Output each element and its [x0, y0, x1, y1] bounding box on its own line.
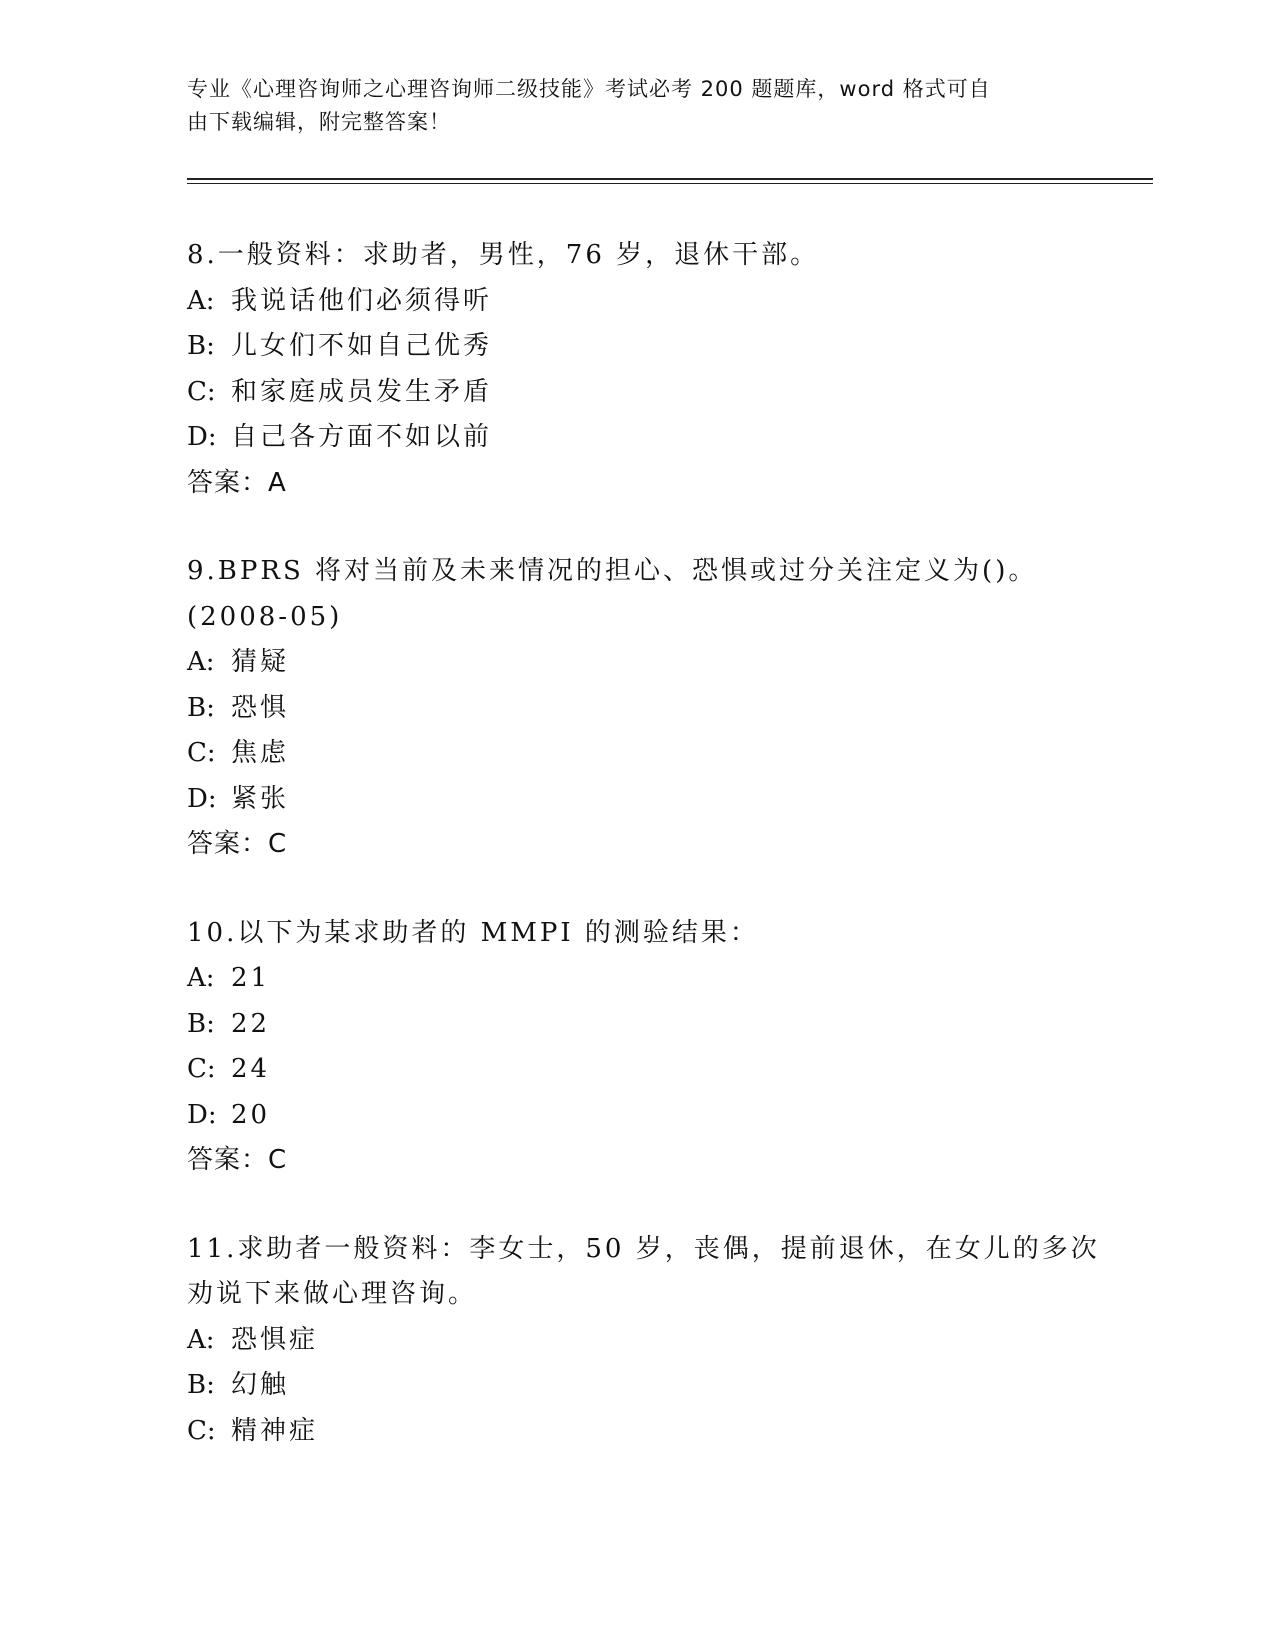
question-title: 10.以下为某求助者的 MMPI 的测验结果： — [187, 917, 759, 948]
option-letter: B: — [187, 1008, 215, 1039]
option-b — [187, 1002, 1087, 1048]
option-letter: A: — [187, 1324, 215, 1355]
option-letter: C: — [187, 376, 216, 407]
option-text: 儿女们不如自己优秀 — [231, 331, 493, 361]
option-text: 20 — [231, 1099, 271, 1130]
question-list — [187, 233, 1100, 1497]
option-text: 紧张 — [231, 783, 290, 814]
option-text: 22 — [231, 1008, 271, 1039]
option-letter: A: — [187, 285, 215, 316]
option-letter: A: — [187, 647, 215, 677]
question-11 — [187, 1227, 1100, 1455]
option-b — [187, 324, 1087, 370]
option-text: 我说话他们必须得听 — [231, 285, 493, 316]
option-b — [187, 1363, 1087, 1409]
option-c — [187, 1047, 1087, 1093]
option-text: 恐惧症 — [231, 1324, 319, 1355]
option-a — [187, 1318, 1087, 1364]
option-text: 24 — [231, 1054, 271, 1084]
option-text: 幻触 — [231, 1370, 290, 1400]
question-10 — [187, 911, 1087, 1184]
option-text: 精神症 — [231, 1415, 319, 1446]
question-title: 8.一般资料：求助者，男性，76 岁，退休干部。 — [187, 240, 820, 270]
option-text: 和家庭成员发生矛盾 — [231, 376, 493, 407]
question-title-line-2: 劝说下来做心理咨询。 — [187, 1279, 478, 1309]
option-letter: A: — [187, 963, 215, 993]
option-letter: C: — [187, 1415, 216, 1446]
option-d — [187, 1093, 1087, 1139]
option-d — [187, 777, 1087, 823]
option-c — [187, 370, 1087, 416]
option-a — [187, 279, 1087, 325]
option-c — [187, 731, 1087, 777]
question-title: 9.BPRS 将对当前及未来情况的担心、恐惧或过分关注定义为()。 — [187, 556, 1038, 586]
header-divider — [187, 178, 1153, 184]
answer-line: 答案：C — [187, 1145, 288, 1175]
question-9 — [187, 549, 1087, 868]
intro-line-1: 专业《心理咨询师之心理咨询师二级技能》考试必考 200 题题库，word 格式可自 — [187, 77, 991, 101]
option-text: 21 — [231, 963, 271, 993]
option-d — [187, 415, 1087, 461]
option-letter: C: — [187, 1054, 216, 1084]
intro-line-2: 由下载编辑，附完整答案！ — [187, 110, 451, 134]
document-intro — [187, 73, 1067, 139]
answer-line: 答案：C — [187, 829, 288, 859]
question-8 — [187, 233, 1087, 506]
option-text: 焦虑 — [231, 738, 290, 768]
option-text: 猜疑 — [231, 647, 290, 677]
question-date: (2008-05) — [187, 601, 343, 632]
option-letter: D: — [187, 783, 217, 814]
option-letter: B: — [187, 692, 215, 723]
option-a — [187, 640, 1087, 686]
option-text: 自己各方面不如以前 — [231, 422, 493, 452]
question-title-line-1: 11.求助者一般资料：李女士，50 岁，丧偶，提前退休，在女儿的多次 — [187, 1233, 1100, 1264]
option-letter: B: — [187, 331, 215, 361]
answer-line: 答案：A — [187, 467, 287, 498]
option-b — [187, 686, 1087, 732]
option-letter: D: — [187, 422, 217, 452]
option-letter: B: — [187, 1370, 215, 1400]
option-c — [187, 1409, 1087, 1455]
option-a — [187, 956, 1087, 1002]
option-letter: C: — [187, 738, 216, 768]
option-letter: D: — [187, 1099, 217, 1130]
option-text: 恐惧 — [231, 692, 290, 723]
